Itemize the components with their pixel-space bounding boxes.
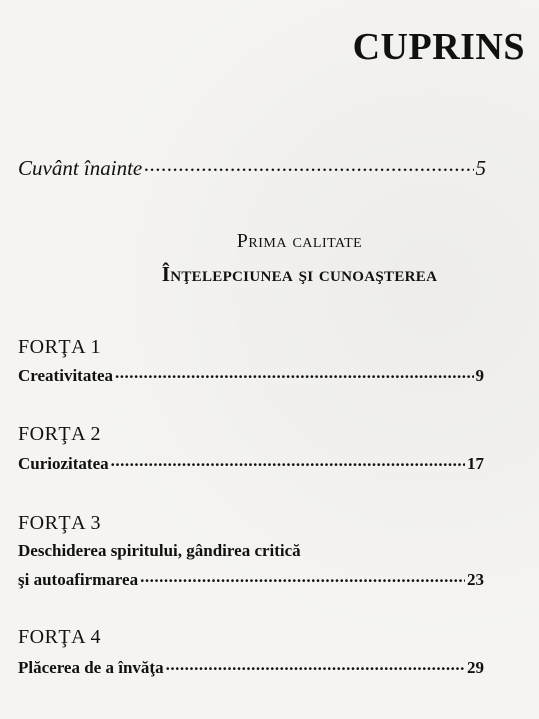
- toc-entry-force-1[interactable]: [18, 364, 484, 386]
- force-3-entry: şi autoafirmarea: [18, 570, 139, 589]
- force-2-page: 17: [467, 454, 484, 473]
- force-4-entry: Plăcerea de a învăţa: [18, 658, 164, 677]
- force-4-label: FORŢA 4: [18, 626, 101, 648]
- dot-leader: [140, 568, 465, 585]
- toc-entry-force-3[interactable]: [18, 568, 484, 590]
- force-2-entry: Curiozitatea: [18, 454, 109, 473]
- foreword-label: Cuvânt înainte: [18, 156, 143, 180]
- force-2-label: FORŢA 2: [18, 423, 101, 445]
- force-1-label: FORŢA 1: [18, 336, 101, 358]
- toc-entry-force-2[interactable]: [18, 452, 484, 474]
- toc-entry-foreword[interactable]: [18, 154, 486, 181]
- force-1-entry: Creativitatea: [18, 366, 114, 385]
- force-1-page: 9: [475, 366, 484, 385]
- dot-leader: [144, 154, 473, 175]
- page-title: CUPRINS: [352, 26, 525, 68]
- force-4-page: 29: [467, 658, 484, 677]
- dot-leader: [111, 452, 465, 469]
- dot-leader: [166, 656, 465, 673]
- toc-entry-force-4[interactable]: [18, 656, 484, 678]
- foreword-page: 5: [475, 156, 486, 180]
- part-label: Prima calitate: [236, 230, 363, 252]
- dot-leader: [115, 364, 473, 381]
- force-3-label: FORŢA 3: [18, 512, 101, 534]
- part-name: Înţelepciunea şi cunoaşterea: [161, 262, 438, 286]
- force-3-entry-line1: Deschiderea spiritului, gândirea critică: [18, 541, 301, 560]
- force-3-page: 23: [467, 570, 484, 589]
